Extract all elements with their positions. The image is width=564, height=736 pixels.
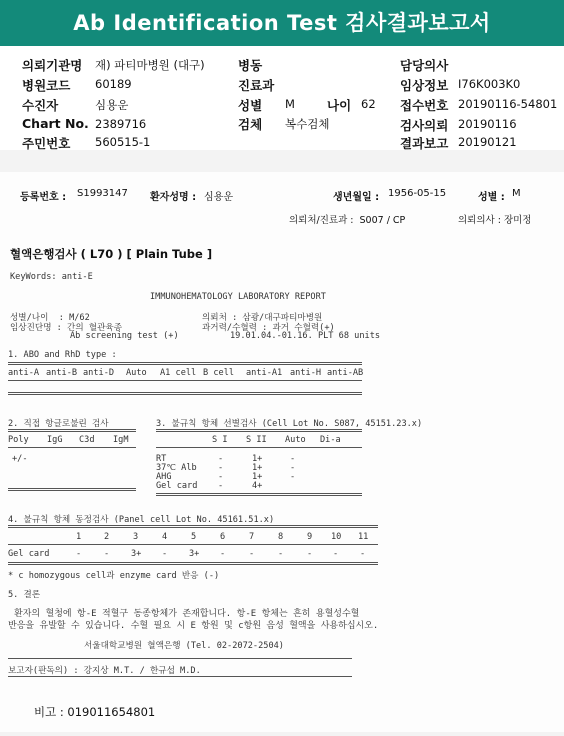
- specimen-label: 검체: [238, 117, 263, 132]
- abo-col-1: anti-B: [46, 368, 78, 378]
- abo-col-4: A1 cell: [160, 368, 197, 378]
- panel-row-name: Gel card: [8, 549, 50, 559]
- patient-value: 심용운: [95, 98, 129, 112]
- report-date-value: 20190121: [458, 135, 517, 149]
- receipt-no-label: 접수번호: [400, 98, 449, 113]
- panel-val-2: 3+: [131, 549, 142, 559]
- section-screening: 3. 불규칙 항체 선별검사 (Cell Lot No. S087, 45151.23.x): [156, 419, 423, 429]
- scr-row-3-v1: 4+: [252, 481, 263, 491]
- scr-row-0-name: RT: [156, 454, 167, 464]
- divider: [8, 488, 136, 491]
- dept-label: 진료과: [238, 78, 275, 93]
- scr-row-2-v1: 1+: [252, 472, 263, 482]
- panel-col-3: 4: [162, 532, 168, 542]
- conclusion-line-1: 환자의 혈청에 항-E 적혈구 동종항체가 존재합니다. 항-E 항체는 흔히 용혈성수혈: [14, 609, 360, 619]
- scr-row-0-v0: -: [218, 454, 224, 464]
- panel-note: * c homozygous cell과 enzyme card 반응 (-): [8, 571, 220, 581]
- referring-doctor: 의뢰의사 : 장미정: [458, 215, 532, 226]
- reg-value: S1993147: [77, 188, 128, 199]
- resident-no-value: 560515-1: [95, 135, 151, 149]
- scr-row-2-name: AHG: [156, 472, 172, 482]
- abo-col-6: anti-A1: [246, 368, 283, 378]
- conclusion-line-2: 반응을 유발할 수 있습니다. 수혈 필요 시 E 항원 및 c항원 음성 혈액을 사용하십시오.: [8, 621, 379, 631]
- panel-val-8: -: [307, 549, 313, 559]
- abo-col-3: Auto: [126, 368, 147, 378]
- info-transfusion: 19.01.04.-01.16. PLT 68 units: [230, 331, 381, 341]
- info-diagnosis: 임상진단명 : 간의 혈관육종: [10, 323, 123, 333]
- report-sex-value: M: [512, 188, 521, 199]
- request-date-value: 20190116: [458, 117, 517, 131]
- keywords: KeyWords: anti-E: [10, 272, 93, 282]
- info-referrer: 의뢰처 : 삼광/대구파티마병원: [202, 313, 323, 323]
- panel-col-9: 10: [331, 532, 342, 542]
- referrer: 의뢰처/진료과 : S007 / CP: [289, 215, 406, 226]
- scr-row-3-name: Gel card: [156, 481, 198, 491]
- dat-col-2: C3d: [79, 435, 95, 445]
- info-sex-age: 성별/나이 : M/62: [10, 313, 90, 323]
- divider: [8, 562, 378, 565]
- request-date-label: 검사의뢰: [400, 118, 449, 133]
- divider: [8, 658, 352, 659]
- scr-col-2: Auto: [285, 435, 306, 445]
- divider: [8, 380, 362, 381]
- scr-row-1-v0: -: [218, 463, 224, 473]
- scr-row-1-v1: 1+: [252, 463, 263, 473]
- panel-val-3: -: [162, 549, 168, 559]
- age-label: 나이: [327, 98, 352, 113]
- chart-no-value: 2389716: [95, 117, 147, 131]
- panel-col-8: 9: [307, 532, 313, 542]
- panel-val-6: -: [249, 549, 255, 559]
- header-info-panel: [0, 46, 564, 150]
- abo-col-5: B cell: [203, 368, 235, 378]
- scr-row-2-v0: -: [218, 472, 224, 482]
- scr-row-0-v2: -: [290, 454, 296, 464]
- panel-col-6: 7: [249, 532, 255, 542]
- panel-val-10: -: [360, 549, 366, 559]
- divider: [156, 447, 362, 448]
- dob-label: 생년월일 :: [333, 192, 380, 203]
- divider: [156, 493, 362, 496]
- report-sex-label: 성별 :: [478, 192, 505, 203]
- patient-label: 수진자: [22, 98, 59, 113]
- divider: [8, 429, 136, 432]
- section-dat: 2. 직접 항글로불린 검사: [8, 419, 109, 429]
- scr-row-1-name: 37℃ Alb: [156, 463, 197, 473]
- hospital-signature: 서울대학교병원 혈액은행 (Tel. 02-2072-2504): [84, 641, 284, 651]
- panel-val-0: -: [76, 549, 82, 559]
- chart-no-label: Chart No.: [22, 116, 89, 131]
- section-conclusion: 5. 결론: [8, 590, 41, 600]
- divider: [8, 362, 362, 365]
- remark: 비고 : 019011654801: [34, 705, 156, 719]
- hospital-code-value: 60189: [95, 77, 132, 91]
- panel-val-7: -: [278, 549, 284, 559]
- panel-col-7: 8: [278, 532, 284, 542]
- scr-col-0: S I: [212, 435, 228, 445]
- age-value: 62: [361, 97, 376, 111]
- section-panel: 4. 불규칙 항체 동정검사 (Panel cell Lot No. 45161.51.x): [8, 515, 275, 525]
- abo-col-2: anti-D: [83, 368, 115, 378]
- hospital-code-label: 병원코드: [22, 78, 71, 93]
- panel-col-0: 1: [76, 532, 82, 542]
- info-history: 과거력/수혈력 : 과거 수혈력(+): [202, 323, 335, 333]
- abo-col-0: anti-A: [8, 368, 40, 378]
- reg-label: 등록번호 :: [20, 192, 67, 203]
- lab-report-title: IMMUNOHEMATOLOGY LABORATORY REPORT: [150, 292, 326, 302]
- ward-label: 병동: [238, 58, 263, 73]
- scr-row-1-v2: -: [290, 463, 296, 473]
- divider: [8, 392, 362, 395]
- panel-val-9: -: [333, 549, 339, 559]
- panel-col-4: 5: [191, 532, 197, 542]
- patient-name-label: 환자성명 :: [150, 192, 197, 203]
- dob-value: 1956-05-15: [388, 188, 447, 199]
- panel-col-1: 2: [104, 532, 110, 542]
- divider: [156, 429, 362, 432]
- specimen-value: 복수검체: [285, 117, 330, 131]
- resident-no-label: 주민번호: [22, 136, 71, 151]
- divider: [8, 525, 378, 528]
- panel-col-5: 6: [220, 532, 226, 542]
- patient-name-value: 심용운: [204, 192, 233, 203]
- divider: [8, 447, 136, 448]
- clinical-info-value: I76K003K0: [458, 77, 521, 91]
- receipt-no-value: 20190116-54801: [458, 97, 558, 111]
- panel-col-2: 3: [133, 532, 139, 542]
- report-title: Ab Identification Test 검사결과보고서: [0, 0, 564, 46]
- divider: [8, 544, 378, 545]
- scr-row-3-v0: -: [218, 481, 224, 491]
- sex-label: 성별: [238, 98, 263, 113]
- panel-val-1: -: [104, 549, 110, 559]
- scr-col-1: S II: [246, 435, 267, 445]
- abo-col-8: anti-AB: [327, 368, 364, 378]
- scr-row-2-v2: -: [290, 472, 296, 482]
- test-title: 혈액은행검사 ( L70 ) [ Plain Tube ]: [10, 247, 213, 261]
- doctor-label: 담당의사: [400, 58, 449, 73]
- divider: [8, 676, 352, 677]
- report-date-label: 결과보고: [400, 136, 449, 151]
- clinical-info-label: 임상정보: [400, 78, 449, 93]
- info-screening: Ab screening test (+): [70, 331, 179, 341]
- hospital-label: 의뢰기관명: [22, 58, 83, 73]
- section-abo: 1. ABO and RhD type :: [8, 350, 117, 360]
- scr-col-3: Di-a: [320, 435, 341, 445]
- hospital-value: 재) 파티마병원 (대구): [95, 58, 205, 72]
- dat-col-0: Poly: [8, 435, 29, 445]
- dat-col-1: IgG: [47, 435, 63, 445]
- scr-row-0-v1: 1+: [252, 454, 263, 464]
- abo-col-7: anti-H: [290, 368, 322, 378]
- panel-val-5: -: [220, 549, 226, 559]
- panel-val-4: 3+: [189, 549, 200, 559]
- dat-col-3: IgM: [113, 435, 129, 445]
- scanned-report: [0, 172, 564, 732]
- reporter: 보고자(판독의) : 강지상 M.T. / 한규섭 M.D.: [8, 666, 201, 676]
- panel-col-10: 11: [358, 532, 369, 542]
- dat-val-0: +/-: [12, 454, 28, 464]
- sex-value: M: [285, 97, 295, 111]
